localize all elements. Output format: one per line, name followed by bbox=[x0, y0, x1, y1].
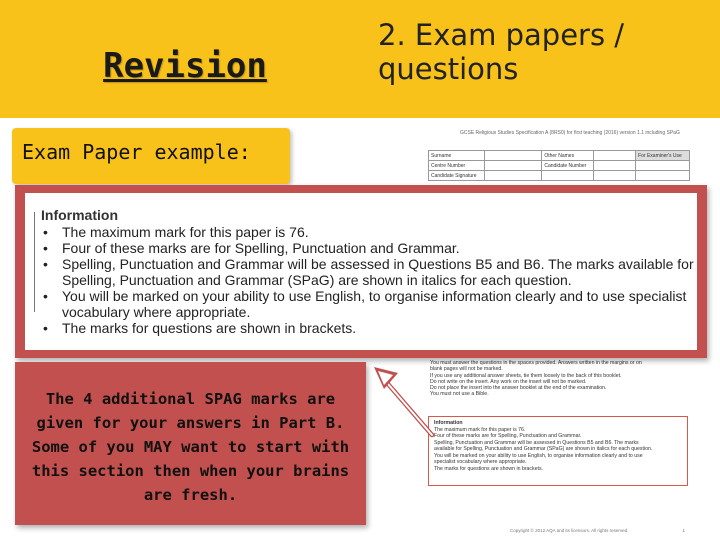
info-zoom-content bbox=[25, 193, 697, 350]
form-cell bbox=[484, 151, 541, 161]
form-row bbox=[429, 161, 690, 171]
form-cell bbox=[594, 161, 636, 171]
slide-title: Revision bbox=[103, 46, 267, 86]
paper-info-line: available for Spelling, Punctuation and Grammar (SPaG) are shown in italics for each question. bbox=[434, 446, 653, 452]
instruction-line: Do not place the insert into the answer booklet at the end of the examination. bbox=[430, 385, 607, 392]
form-cell: Surname bbox=[429, 151, 485, 161]
form-row bbox=[429, 151, 690, 161]
paper-info-line: You will be marked on your ability to use English, to organise information clearly and to use bbox=[434, 452, 643, 459]
form-cell: Centre Number bbox=[429, 161, 485, 171]
paper-page-number: 1 bbox=[682, 528, 685, 533]
slide-heading bbox=[378, 18, 624, 86]
note-text: The 4 additional SPAG marks are given for your answers in Part B. Some of you MAY want to start with this section then when your brains are fresh. bbox=[31, 390, 350, 504]
info-list bbox=[40, 224, 697, 336]
paper-info-line: Spelling, Punctuation and Grammar will be assessed in Questions B5 and B6. The marks bbox=[434, 439, 639, 446]
info-item: • The maximum mark for this paper is 76. bbox=[40, 224, 697, 240]
form-cell: Candidate Signature bbox=[429, 171, 485, 181]
paper-header: GCSE Religious Studies Specification A (8RS0) for first teaching (2016) version 1.1 including SPaG bbox=[460, 130, 680, 136]
info-item: • Spelling, Punctuation and Grammar will be assessed in Questions B5 and B6. The marks available for Spelling, Punctuation and Grammar (SPaG) are shown in italics for each question. bbox=[40, 256, 697, 288]
instruction-line: You must not use a Bible. bbox=[430, 391, 489, 398]
paper-info-line: The maximum mark for this paper is 76. bbox=[434, 426, 526, 433]
heading-line-1: 2. Exam papers / bbox=[378, 18, 625, 52]
form-cell bbox=[484, 161, 541, 171]
info-zoom-panel bbox=[15, 185, 707, 358]
form-cell: Other Names bbox=[542, 151, 594, 161]
info-item: • Four of these marks are for Spelling, Punctuation and Grammar. bbox=[40, 240, 697, 256]
form-cell: Candidate Number bbox=[542, 161, 594, 171]
title-box bbox=[10, 8, 360, 118]
paper-info-line: The marks for questions are shown in brackets. bbox=[434, 465, 543, 472]
instruction-line: blank pages will not be marked. bbox=[430, 366, 503, 373]
paper-info-line: specialist vocabulary where appropriate. bbox=[434, 459, 527, 465]
info-item: • The marks for questions are shown in brackets. bbox=[40, 320, 697, 336]
paper-footer: Copyright © 2012 AQA and its licensors. All rights reserved. bbox=[510, 528, 629, 533]
paper-info-title: Information bbox=[434, 420, 463, 426]
form-cell bbox=[636, 171, 690, 181]
form-cell bbox=[636, 161, 690, 171]
form-cell bbox=[594, 171, 636, 181]
form-cell: For Examiner's Use bbox=[636, 151, 690, 161]
paper-info-box bbox=[428, 416, 688, 486]
instruction-line: Do not write on the insert. Any work on the insert will not be marked. bbox=[430, 378, 587, 385]
form-cell bbox=[594, 151, 636, 161]
instruction-line: You must answer the questions in the spaces provided. Answers written in the margins or on bbox=[430, 360, 642, 366]
form-cell bbox=[542, 171, 594, 181]
subtitle-box bbox=[12, 128, 290, 184]
arrow-icon bbox=[360, 355, 440, 445]
paper-info-line: Four of these marks are for Spelling, Punctuation and Grammar. bbox=[434, 433, 582, 439]
info-title: Information bbox=[41, 207, 118, 223]
paper-instructions bbox=[430, 360, 692, 398]
form-row bbox=[429, 171, 690, 181]
form-cell bbox=[484, 171, 541, 181]
info-item: • You will be marked on your ability to use English, to organise information clearly and to use specialist vocabulary where appropriate. bbox=[40, 288, 697, 320]
candidate-form bbox=[428, 150, 690, 181]
heading-line-2: questions bbox=[378, 52, 519, 86]
margin-line bbox=[34, 212, 35, 312]
subtitle: Exam Paper example: bbox=[22, 140, 251, 164]
note-box bbox=[15, 362, 366, 525]
instruction-line: If you use any additional answer sheets, tie them loosely to the back of this booklet. bbox=[430, 372, 622, 379]
